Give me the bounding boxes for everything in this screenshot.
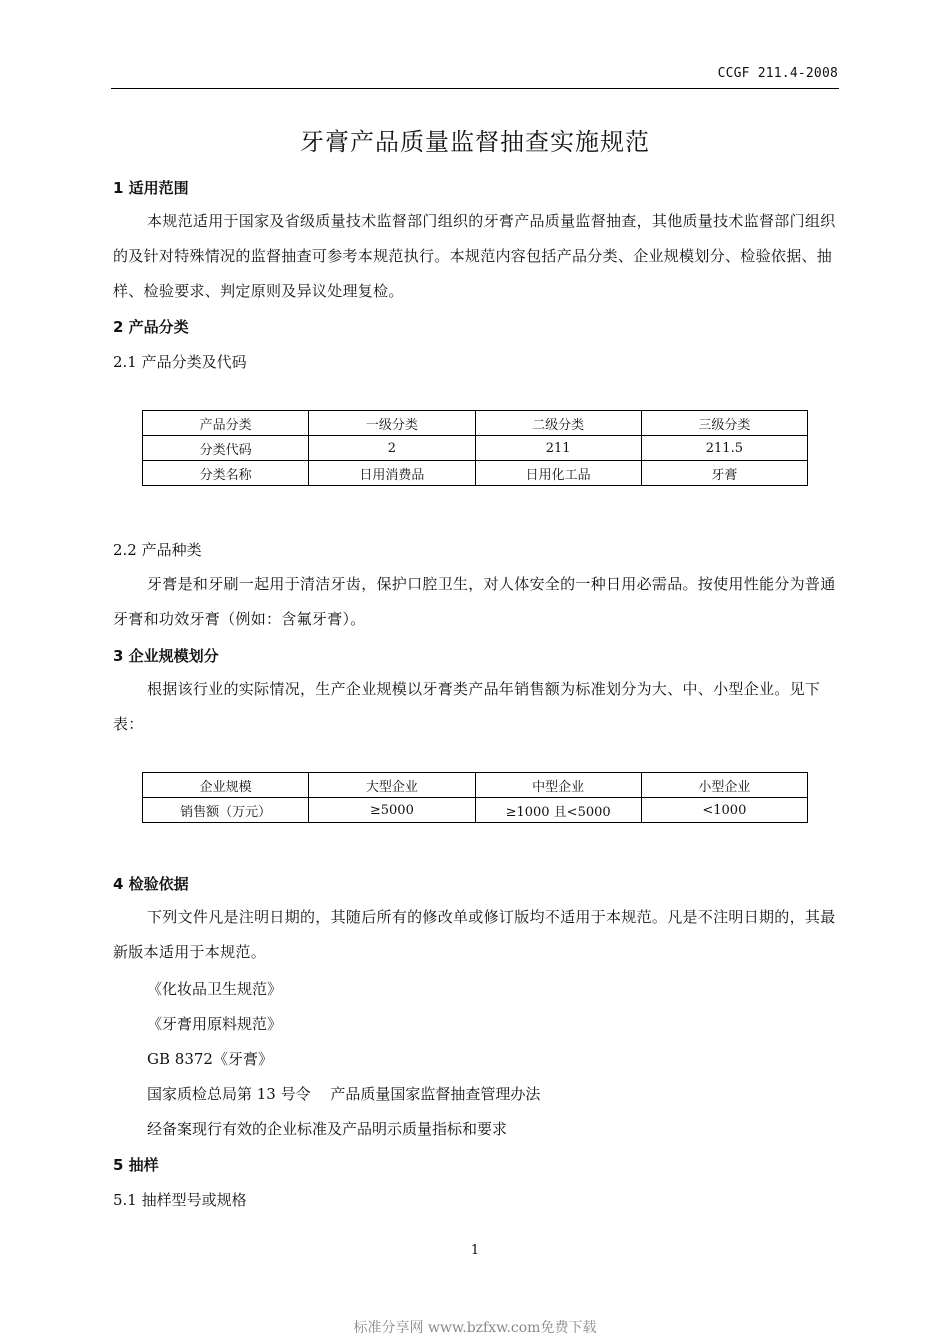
table-cell: ≥5000	[309, 798, 475, 823]
footer-watermark: 标准分享网 www.bzfxw.com免费下载	[353, 1320, 597, 1336]
section-5-heading: 5 抽样	[113, 1156, 159, 1174]
table-cell: ≥1000 且<5000	[475, 798, 641, 823]
table-cell: 2	[309, 436, 475, 461]
reference-item: 国家质检总局第 13 号令 产品质量国家监督抽查管理办法	[147, 1085, 541, 1103]
table-cell: 大型企业	[309, 773, 475, 798]
reference-item: 《牙膏用原料规范》	[147, 1015, 283, 1033]
section-2-1-heading: 2.1 产品分类及代码	[113, 353, 247, 371]
section-4-paragraph: 下列文件凡是注明日期的，其随后所有的修改单或修订版均不适用于本规范。凡是不注明日期的，其最新版本适用于本规范。	[113, 908, 836, 961]
document-code: CCGF 211.4-2008	[717, 66, 838, 81]
table-cell: 日用消费品	[309, 461, 475, 486]
section-4-heading: 4 检验依据	[113, 875, 189, 893]
section-3-paragraph: 根据该行业的实际情况，生产企业规模以牙膏类产品年销售额为标准划分为大、中、小型企业。见下表：	[113, 680, 821, 733]
table-cell: 分类代码	[143, 436, 309, 461]
table-cell: 销售额（万元）	[143, 798, 309, 823]
table-row	[143, 436, 808, 461]
table-row	[143, 461, 808, 486]
table-cell: 三级分类	[641, 411, 807, 436]
table-row	[143, 411, 808, 436]
table-row	[143, 773, 808, 798]
table-cell: 小型企业	[641, 773, 807, 798]
table-cell: 211	[475, 436, 641, 461]
table-cell: 企业规模	[143, 773, 309, 798]
table-cell: 一级分类	[309, 411, 475, 436]
page-title: 牙膏产品质量监督抽查实施规范	[300, 128, 650, 156]
reference-item: 《化妆品卫生规范》	[147, 980, 283, 998]
table-cell: 分类名称	[143, 461, 309, 486]
table-cell: 中型企业	[475, 773, 641, 798]
section-2-heading: 2 产品分类	[113, 318, 189, 336]
section-2-2-paragraph: 牙膏是和牙刷一起用于清洁牙齿，保护口腔卫生，对人体安全的一种日用必需品。按使用性能分为普通牙膏和功效牙膏（例如：含氟牙膏）。	[113, 575, 836, 628]
table-row	[143, 798, 808, 823]
section-1-paragraph: 本规范适用于国家及省级质量技术监督部门组织的牙膏产品质量监督抽查，其他质量技术监督部门组织的及针对特殊情况的监督抽查可参考本规范执行。本规范内容包括产品分类、企业规模划分、检验依据、抽样、检验要求、判定原则及异议处理复检。	[113, 212, 836, 300]
table-cell: 牙膏	[641, 461, 807, 486]
table-cell: 二级分类	[475, 411, 641, 436]
section-1-heading: 1 适用范围	[113, 179, 189, 197]
reference-item: 经备案现行有效的企业标准及产品明示质量指标和要求	[147, 1120, 508, 1138]
section-3-heading: 3 企业规模划分	[113, 647, 219, 665]
page-number: 1	[470, 1243, 480, 1258]
table-cell: <1000	[641, 798, 807, 823]
classification-table	[142, 410, 808, 486]
enterprise-scale-table	[142, 772, 808, 823]
section-5-1-heading: 5.1 抽样型号或规格	[113, 1191, 247, 1209]
section-2-2-heading: 2.2 产品种类	[113, 541, 202, 559]
reference-item: GB 8372《牙膏》	[147, 1050, 273, 1068]
table-cell: 日用化工品	[475, 461, 641, 486]
table-cell: 211.5	[641, 436, 807, 461]
table-cell: 产品分类	[143, 411, 309, 436]
header-rule	[111, 88, 839, 89]
